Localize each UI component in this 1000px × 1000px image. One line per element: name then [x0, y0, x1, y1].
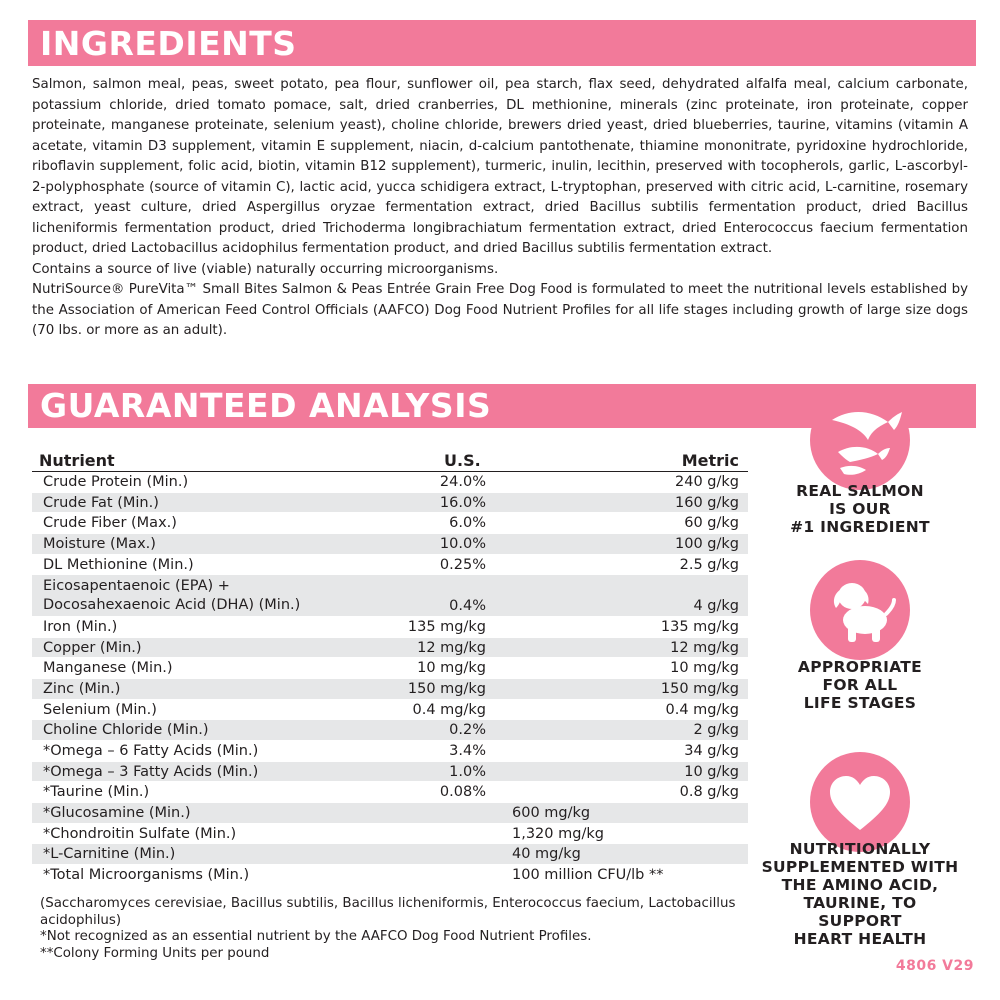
- table-row: [32, 803, 748, 824]
- nutrient-name: Crude Fiber (Max.): [43, 515, 177, 532]
- combined-value: 40 mg/kg: [512, 846, 581, 863]
- metric-value: 10 g/kg: [684, 763, 739, 780]
- ingredients-heading: INGREDIENTS: [28, 20, 976, 66]
- combined-value: 100 million CFU/lb **: [512, 867, 664, 884]
- metric-value: 12 mg/kg: [670, 639, 739, 656]
- us-value: 6.0%: [449, 515, 486, 532]
- table-row: [32, 658, 748, 679]
- nutrient-name: Crude Protein (Min.): [43, 474, 189, 490]
- heart-icon: [810, 752, 910, 852]
- us-value: 16.0%: [439, 494, 486, 511]
- nutrient-name: Manganese (Min.): [43, 660, 173, 677]
- nutrient-name: *Omega – 3 Fatty Acids (Min.): [43, 763, 259, 780]
- table-row: [32, 617, 748, 638]
- nutrient-name: Selenium (Min.): [43, 701, 157, 718]
- column-header-us: U.S.: [444, 451, 481, 470]
- nutrient-name: Choline Chloride (Min.): [43, 722, 209, 739]
- footnote-organisms: (Saccharomyces cerevisiae, Bacillus subtilis, Bacillus licheniformis, Enterococcus faecium, Lactobacillus acidophilus): [40, 896, 736, 928]
- puppy-icon: [810, 560, 910, 660]
- badge-life-stages-text: APPROPRIATE FOR ALL LIFE STAGES: [797, 658, 923, 712]
- us-value: 150 mg/kg: [407, 680, 486, 697]
- nutrient-name: *Total Microorganisms (Min.): [43, 867, 250, 884]
- nutrient-name: *L-Carnitine (Min.): [43, 846, 176, 863]
- column-header-metric: Metric: [681, 451, 739, 470]
- combined-value: 600 mg/kg: [512, 805, 591, 822]
- table-row: [32, 762, 748, 783]
- metric-value: 60 g/kg: [684, 515, 739, 532]
- footnote-cfu: **Colony Forming Units per pound: [40, 945, 270, 961]
- salmon-icon: [810, 390, 910, 490]
- metric-value: 2 g/kg: [693, 722, 739, 739]
- table-row: [32, 638, 748, 659]
- table-row: [32, 844, 748, 865]
- nutrient-name: Copper (Min.): [43, 639, 142, 656]
- metric-value: 0.8 g/kg: [679, 784, 739, 801]
- guaranteed-analysis-table: [32, 450, 748, 886]
- table-row: [32, 782, 748, 803]
- table-row: [32, 720, 748, 741]
- table-body: [32, 472, 748, 886]
- nutrient-name: Zinc (Min.): [43, 680, 121, 697]
- us-value: 12 mg/kg: [417, 639, 486, 656]
- nutrient-name: Moisture (Max.): [43, 536, 156, 553]
- metric-value: 135 mg/kg: [660, 618, 739, 635]
- us-value: 0.4%: [449, 598, 486, 615]
- metric-value: 10 mg/kg: [670, 660, 739, 677]
- table-row: [32, 824, 748, 845]
- ingredients-list: Salmon, salmon meal, peas, sweet potato, pea flour, sunflower oil, pea starch, flax seed, dehydrated alfalfa meal, calcium carbonate, potassium chloride, dried tomato pomace, salt, dried cranberries, DL methionine, minerals (zinc proteinate, iron proteinate, copper proteinate, manganese proteinate, selenium yeast), choline chloride, brewers dried yeast, dried blueberries, taurine, vitamins (vitamin A acetate, vitamin D3 supplement, vitamin E supplement, niacin, d-calcium pantothenate, thiamine mononitrate, pyridoxine hydrochloride, riboflavin supplement, folic acid, biotin, vitamin B12 supplement), turmeric, inulin, lecithin, preserved with tocopherols, garlic, L-ascorbyl-2-polyphosphate (source of vitamin C), lactic acid, yucca schidigera extract, L-tryptophan, preserved with citric acid, L-carnitine, rosemary extract, yeast culture, dried Aspergillus oryzae fermentation extract, dried Bacillus subtilis fermentation product, dried Bacillus licheniformis fermentation product, dried Trichoderma longibrachiatum fermentation extract, dried Enterococcus faecium fermentation product, dried Lactobacillus acidophilus fermentation product, and dried Bacillus subtilis fermentation extract.: [32, 77, 968, 256]
- us-value: 10 mg/kg: [417, 660, 486, 677]
- us-value: 135 mg/kg: [407, 618, 486, 635]
- nutrient-name: DL Methionine (Min.): [43, 556, 194, 573]
- metric-value: 100 g/kg: [675, 536, 739, 553]
- ingredients-section: [32, 75, 968, 342]
- metric-value: 240 g/kg: [675, 474, 739, 490]
- analysis-heading: GUARANTEED ANALYSIS: [28, 384, 976, 428]
- table-header: [32, 450, 748, 472]
- us-value: 0.2%: [449, 722, 486, 739]
- badge-salmon-text: REAL SALMON IS OUR #1 INGREDIENT: [790, 482, 930, 536]
- metric-value: 4 g/kg: [693, 598, 739, 615]
- table-row: [32, 513, 748, 534]
- nutrient-name: *Taurine (Min.): [43, 784, 150, 801]
- metric-value: 150 mg/kg: [660, 680, 739, 697]
- table-row: [32, 534, 748, 555]
- table-row: [32, 679, 748, 700]
- nutrient-name: Crude Fat (Min.): [43, 494, 159, 511]
- aafco-statement: NutriSource® PureVita™ Small Bites Salmon & Peas Entrée Grain Free Dog Food is formulated to meet the nutritional levels established by the Association of American Feed Control Officials (AAFCO) Dog Food Nutrient Profiles for all life stages including growth of large size dogs (70 lbs. or more as an adult).: [32, 282, 968, 338]
- metric-value: 0.4 mg/kg: [665, 701, 739, 718]
- table-row: [32, 575, 748, 616]
- nutrient-name: Eicosapentaenoic (EPA) + Docosahexaenoic Acid (DHA) (Min.): [43, 578, 301, 613]
- us-value: 1.0%: [449, 763, 486, 780]
- us-value: 0.25%: [439, 556, 486, 573]
- table-row: [32, 865, 748, 886]
- badge-heart-health: [760, 752, 960, 948]
- us-value: 0.08%: [439, 784, 486, 801]
- badge-heart-text: NUTRITIONALLY SUPPLEMENTED WITH THE AMINO ACID, TAURINE, TO SUPPORT HEART HEALTH: [761, 840, 959, 948]
- us-value: 0.4 mg/kg: [412, 701, 486, 718]
- table-row: [32, 493, 748, 514]
- table-row: [32, 700, 748, 721]
- product-code: 4806 V29: [895, 958, 974, 974]
- nutrient-name: Iron (Min.): [43, 618, 118, 635]
- live-microorganisms-note: Contains a source of live (viable) naturally occurring microorganisms.: [32, 261, 499, 277]
- us-value: 24.0%: [439, 474, 486, 490]
- us-value: 10.0%: [439, 536, 486, 553]
- table-row: [32, 555, 748, 576]
- nutrient-name: *Omega – 6 Fatty Acids (Min.): [43, 742, 259, 759]
- table-row: [32, 741, 748, 762]
- footnotes: [40, 896, 740, 962]
- table-row: [32, 472, 748, 493]
- combined-value: 1,320 mg/kg: [512, 825, 604, 842]
- nutrient-name: *Chondroitin Sulfate (Min.): [43, 825, 237, 842]
- badge-real-salmon: [760, 390, 960, 540]
- metric-value: 2.5 g/kg: [679, 556, 739, 573]
- us-value: 3.4%: [449, 742, 486, 759]
- metric-value: 34 g/kg: [684, 742, 739, 759]
- badge-life-stages: [760, 560, 960, 720]
- nutrient-name: *Glucosamine (Min.): [43, 805, 191, 822]
- metric-value: 160 g/kg: [675, 494, 739, 511]
- column-header-nutrient: Nutrient: [39, 451, 115, 470]
- footnote-aafco: *Not recognized as an essential nutrient by the AAFCO Dog Food Nutrient Profiles.: [40, 929, 592, 944]
